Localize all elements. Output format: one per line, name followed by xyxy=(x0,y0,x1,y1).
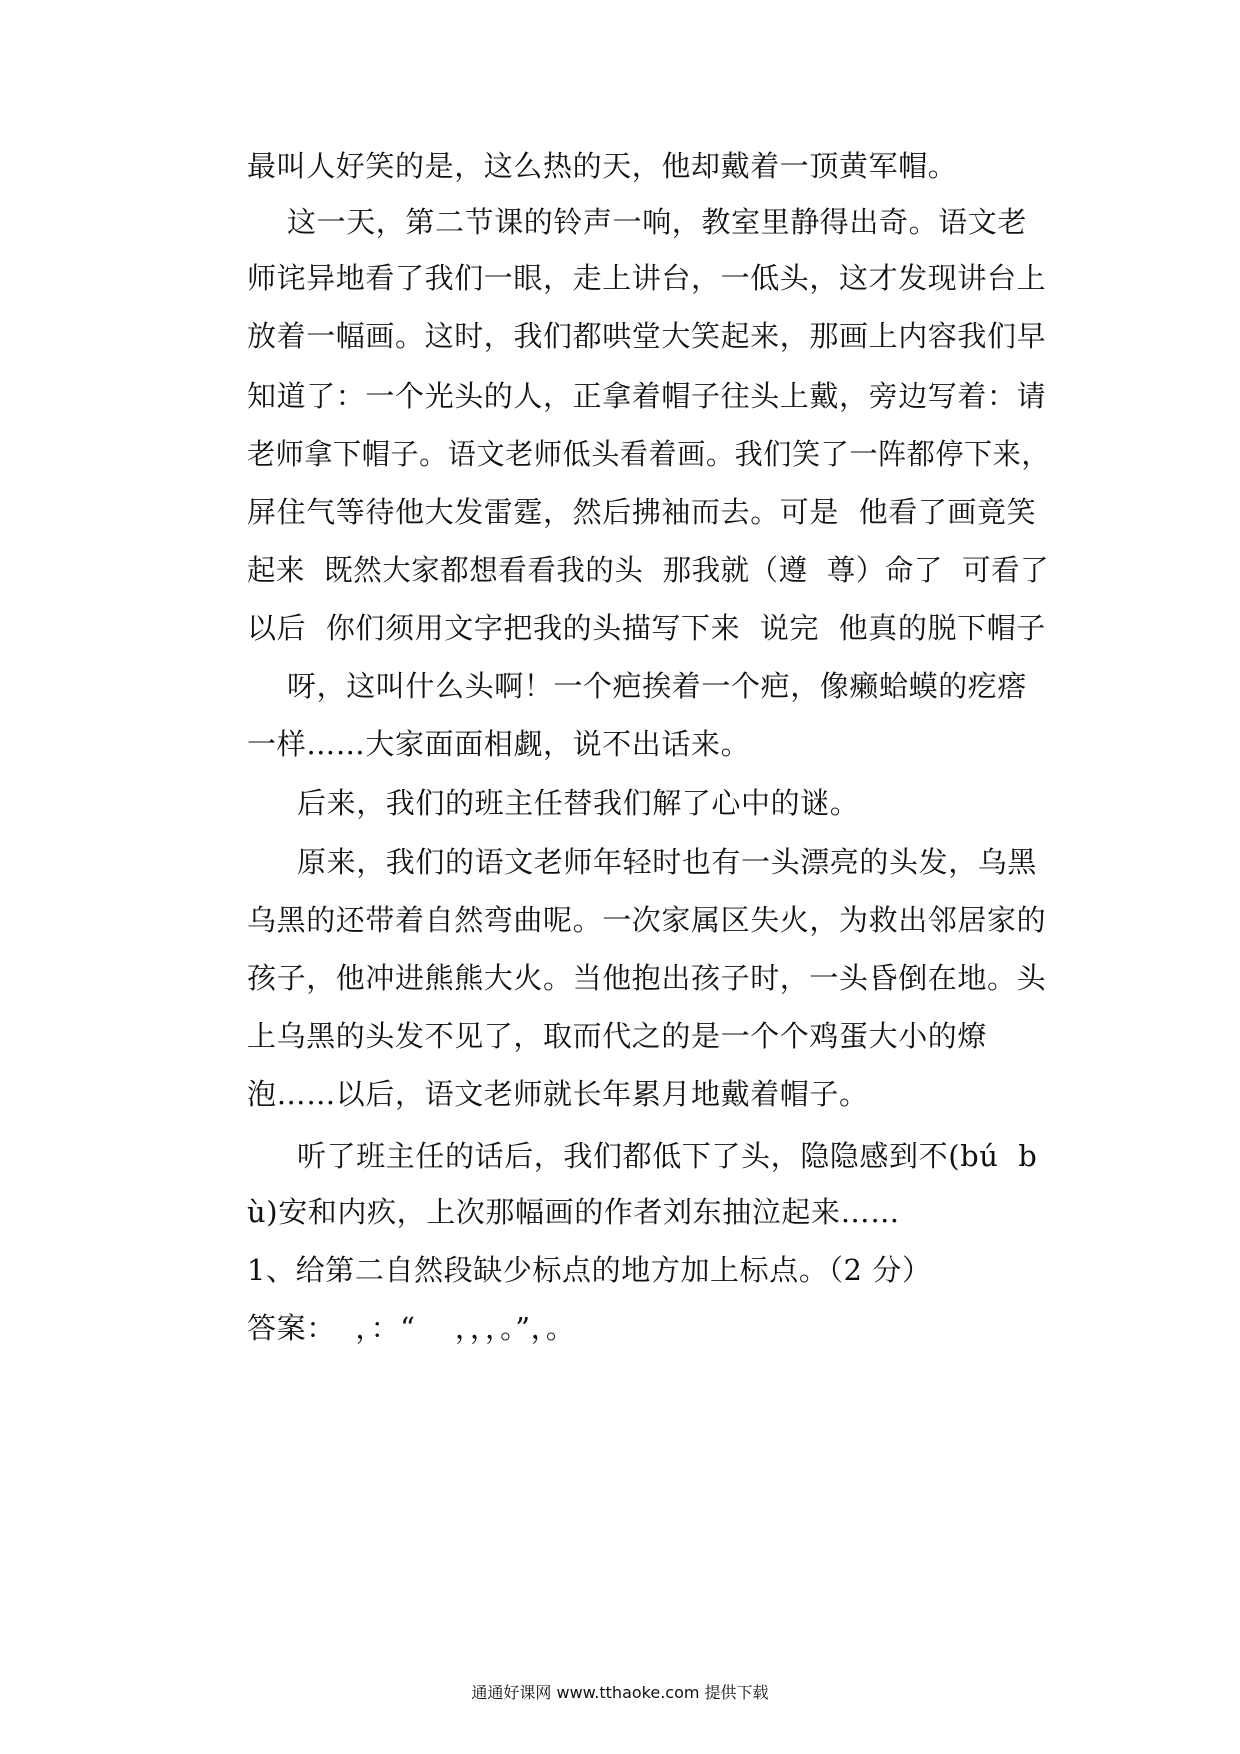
text-line-8: 起来 既然大家都想看看我的头 那我就（遵 尊）命了 可看了 xyxy=(247,553,1050,587)
text-line-10: 呀，这叫什么头啊！一个疤挨着一个疤，像癞蛤蟆的疙瘩 xyxy=(287,669,1028,703)
text-line-5: 知道了：一个光头的人，正拿着帽子往头上戴，旁边写着：请 xyxy=(247,379,1047,413)
question-line: 1、给第二自然段缺少标点的地方加上标点。（2 分） xyxy=(247,1253,932,1287)
text-line-17: 泡……以后，语文老师就长年累月地戴着帽子。 xyxy=(247,1077,869,1111)
text-line-18: 听了班主任的话后，我们都低下了头，隐隐感到不(bú b xyxy=(297,1139,1038,1173)
text-line-7: 屏住气等待他大发雷霆，然后拂袖而去。可是 他看了画竟笑 xyxy=(247,495,1037,529)
text-line-6: 老师拿下帽子。语文老师低头看着画。我们笑了一阵都停下来， xyxy=(247,437,1051,471)
text-line-19: ù)安和内疚，上次那幅画的作者刘东抽泣起来…… xyxy=(247,1195,900,1229)
text-line-4: 放着一幅画。这时，我们都哄堂大笑起来，那画上内容我们早 xyxy=(247,319,1047,353)
text-line-11: 一样……大家面面相觑，说不出话来。 xyxy=(247,727,751,761)
text-line-13: 原来，我们的语文老师年轻时也有一头漂亮的头发，乌黑 xyxy=(297,845,1038,879)
text-line-2: 这一天，第二节课的铃声一响，教室里静得出奇。语文老 xyxy=(287,205,1028,239)
page-footer: 通通好课网 www.tthaoke.com 提供下载 xyxy=(471,1683,769,1702)
text-line-1: 最叫人好笑的是，这么热的天，他却戴着一顶黄军帽。 xyxy=(247,149,958,183)
text-line-12: 后来，我们的班主任替我们解了心中的谜。 xyxy=(297,786,860,820)
text-line-9: 以后 你们须用文字把我的头描写下来 说完 他真的脱下帽子 xyxy=(247,611,1046,645)
text-line-15: 孩子，他冲进熊熊大火。当他抱出孩子时，一头昏倒在地。头 xyxy=(247,961,1047,995)
text-line-14: 乌黑的还带着自然弯曲呢。一次家属区失火，为救出邻居家的 xyxy=(247,903,1047,937)
answer-line: 答案： ，：“ ，，，。”，。 xyxy=(247,1311,576,1345)
text-line-3: 师诧异地看了我们一眼，走上讲台，一低头，这才发现讲台上 xyxy=(247,261,1047,295)
text-line-16: 上乌黑的头发不见了，取而代之的是一个个鸡蛋大小的燎 xyxy=(247,1019,988,1053)
